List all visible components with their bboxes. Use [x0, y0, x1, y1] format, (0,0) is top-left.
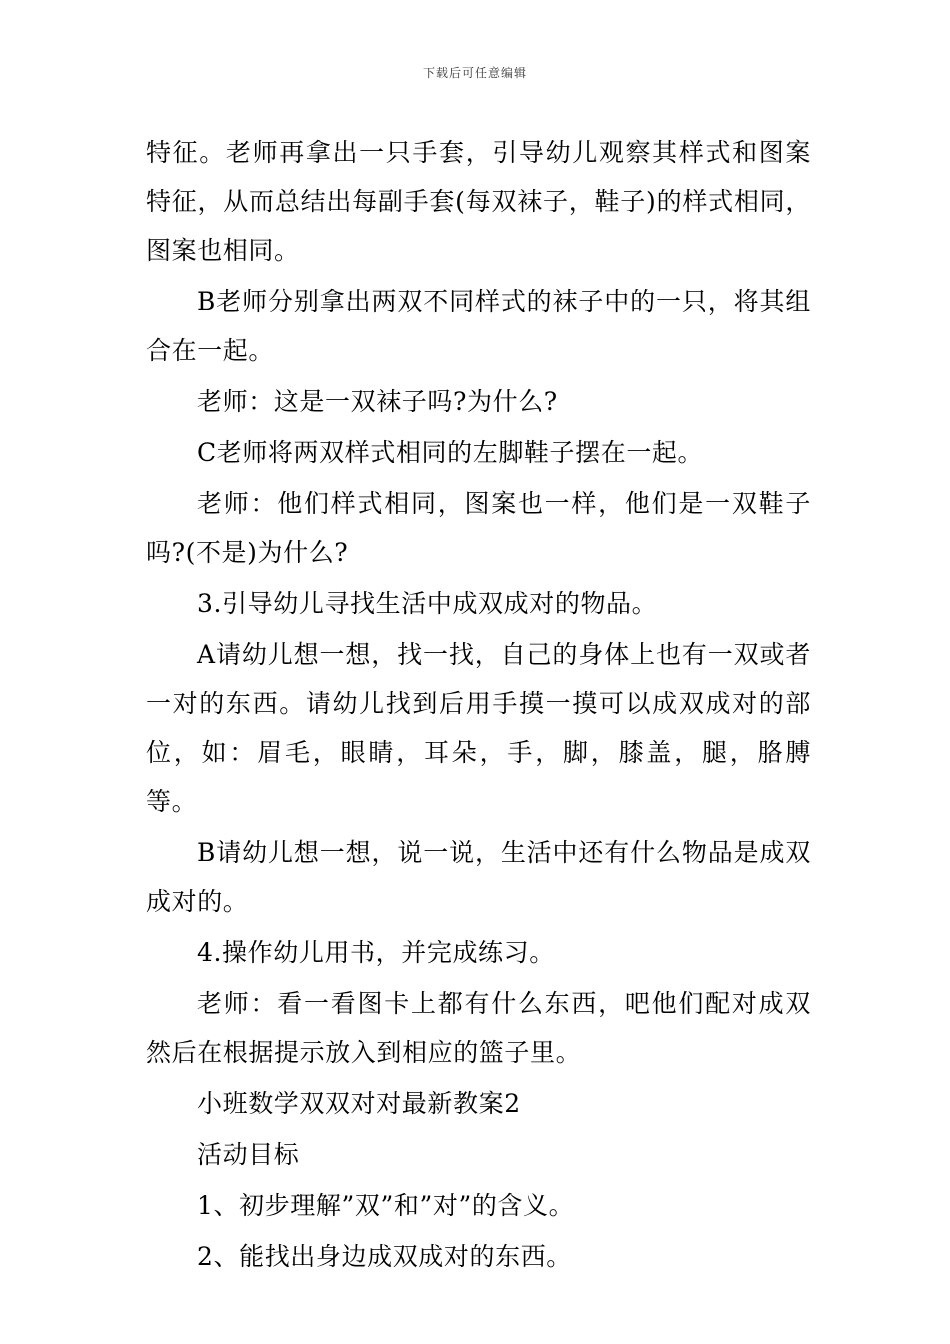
paragraph-4: C老师将两双样式相同的左脚鞋子摆在一起。 — [197, 438, 704, 467]
paragraph-5: 老师：他们样式相同，图案也一样，他们是一双鞋子吗?(不是)为什么? — [146, 489, 811, 567]
header-note: 下载后可任意编辑 — [422, 66, 527, 80]
goal-item-2: 2、能找出身边成双成对的东西。 — [197, 1242, 572, 1271]
document-body — [146, 128, 811, 1281]
paragraph-6: 3.引导幼儿寻找生活中成双成对的物品。 — [197, 589, 658, 618]
paragraph-3: 老师：这是一双袜子吗?为什么? — [197, 387, 558, 416]
activity-goal-heading: 活动目标 — [197, 1140, 300, 1169]
section-title: 小班数学双双对对最新教案2 — [197, 1089, 521, 1118]
paragraph-10: 老师：看一看图卡上都有什么东西，吧他们配对成双然后在根据提示放入到相应的篮子里。 — [146, 989, 811, 1067]
paragraph-1: 特征。老师再拿出一只手套，引导幼儿观察其样式和图案特征，从而总结出每副手套(每双袜子，鞋子)的样式相同，图案也相同。 — [146, 138, 811, 265]
goal-item-1: 1、初步理解”双”和”对”的含义。 — [197, 1191, 575, 1220]
paragraph-2: B老师分别拿出两双不同样式的袜子中的一只，将其组合在一起。 — [146, 287, 811, 365]
paragraph-9: 4.操作幼儿用书，并完成练习。 — [197, 938, 555, 967]
paragraph-8: B请幼儿想一想，说一说，生活中还有什么物品是成双成对的。 — [146, 838, 811, 916]
paragraph-7: A请幼儿想一想，找一找，自己的身体上也有一双或者一对的东西。请幼儿找到后用手摸一摸可以成双成对的部位，如：眉毛，眼睛，耳朵，手，脚，膝盖，腿，胳膊等。 — [146, 640, 811, 816]
